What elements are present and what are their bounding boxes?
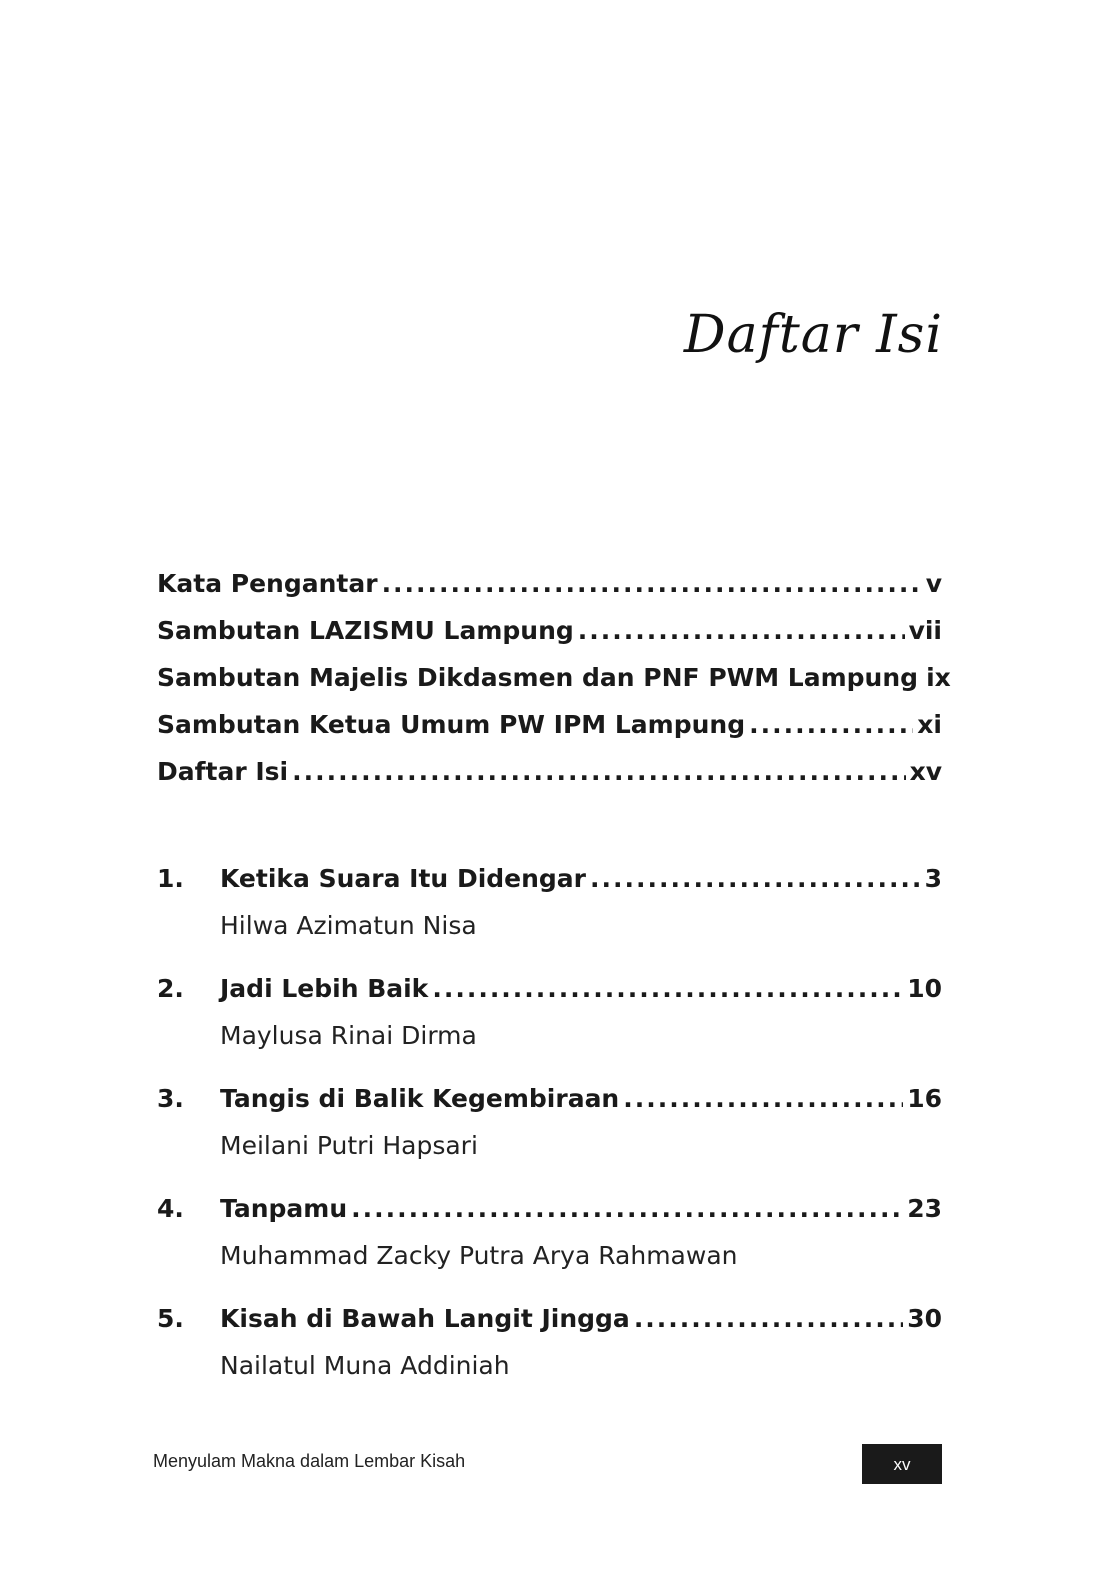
toc-entry[interactable] xyxy=(157,748,942,795)
dot-leader xyxy=(432,965,903,1012)
chapter-page: 16 xyxy=(907,1084,942,1113)
dot-leader xyxy=(351,1185,903,1232)
chapter-title: Tangis di Balik Kegembiraan xyxy=(220,1084,620,1113)
chapter-author: Maylusa Rinai Dirma xyxy=(220,1021,477,1050)
chapter-title: Kisah di Bawah Langit Jingga xyxy=(220,1304,630,1333)
chapter-entry[interactable] xyxy=(157,965,942,1075)
toc-entry-label: Sambutan LAZISMU Lampung xyxy=(157,616,574,645)
dot-leader xyxy=(590,855,921,902)
dot-leader xyxy=(382,560,922,607)
page-title: Daftar Isi xyxy=(683,305,943,365)
toc-entry-page: ix xyxy=(926,663,951,692)
chapter-page: 30 xyxy=(907,1304,942,1333)
dot-leader xyxy=(292,748,905,795)
front-matter-list xyxy=(157,560,951,795)
footer-book-title: Menyulam Makna dalam Lembar Kisah xyxy=(153,1451,466,1471)
chapter-number: 5. xyxy=(157,1304,184,1333)
chapter-entry[interactable] xyxy=(157,1295,942,1405)
dot-leader xyxy=(634,1295,903,1342)
chapter-title: Ketika Suara Itu Didengar xyxy=(220,864,587,893)
chapter-page: 23 xyxy=(907,1194,942,1223)
chapter-entry[interactable] xyxy=(157,855,942,965)
chapter-number: 2. xyxy=(157,974,184,1003)
toc-entry-label: Daftar Isi xyxy=(157,757,289,786)
toc-entry-page: xi xyxy=(917,710,942,739)
toc-entry-page: v xyxy=(925,569,942,598)
toc-entry-page: xv xyxy=(909,757,942,786)
chapter-number: 3. xyxy=(157,1084,184,1113)
chapter-number: 4. xyxy=(157,1194,184,1223)
page-number-badge: xv xyxy=(862,1444,942,1484)
dot-leader xyxy=(623,1075,903,1122)
chapter-author: Meilani Putri Hapsari xyxy=(220,1131,478,1160)
chapter-page: 10 xyxy=(907,974,942,1003)
chapter-number: 1. xyxy=(157,864,184,893)
toc-entry[interactable] xyxy=(157,654,951,701)
toc-entry-page: vii xyxy=(908,616,942,645)
toc-entry[interactable] xyxy=(157,607,942,654)
chapter-title: Tanpamu xyxy=(220,1194,348,1223)
chapter-entry[interactable] xyxy=(157,1075,942,1185)
toc-entry[interactable] xyxy=(157,701,942,748)
toc-entry-label: Sambutan Majelis Dikdasmen dan PNF PWM Lampung xyxy=(157,663,919,692)
chapter-title: Jadi Lebih Baik xyxy=(220,974,429,1003)
chapter-author: Hilwa Azimatun Nisa xyxy=(220,911,477,940)
toc-entry-label: Kata Pengantar xyxy=(157,569,378,598)
dot-leader xyxy=(578,607,905,654)
toc-entry[interactable] xyxy=(157,560,942,607)
chapter-entry[interactable] xyxy=(157,1185,942,1295)
chapter-list xyxy=(157,855,942,1405)
chapter-page: 3 xyxy=(924,864,942,893)
chapter-author: Muhammad Zacky Putra Arya Rahmawan xyxy=(220,1241,738,1270)
toc-entry-label: Sambutan Ketua Umum PW IPM Lampung xyxy=(157,710,746,739)
chapter-author: Nailatul Muna Addiniah xyxy=(220,1351,510,1380)
dot-leader xyxy=(749,701,913,748)
